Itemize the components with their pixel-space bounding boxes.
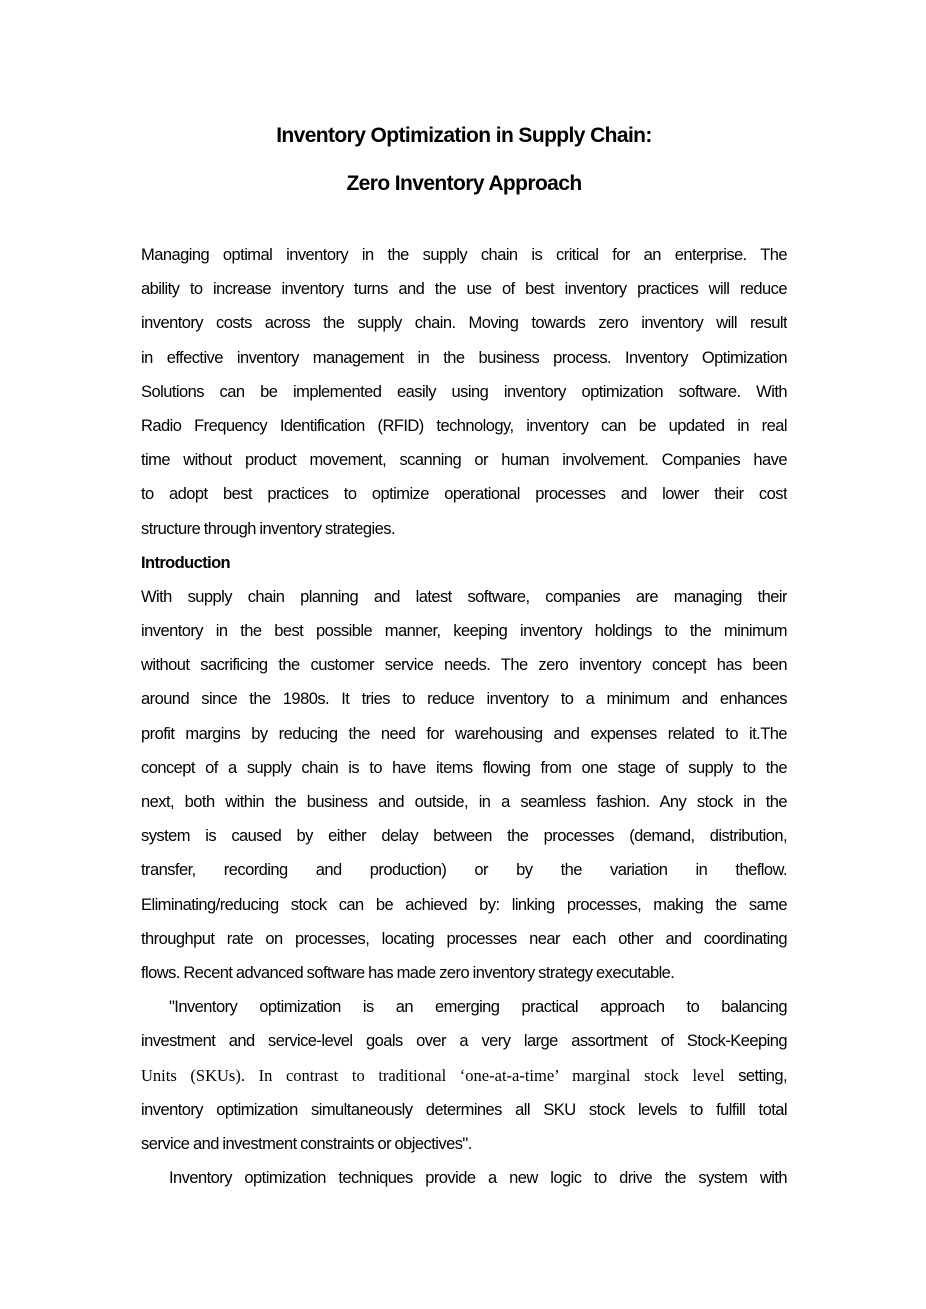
serif-text-run: Units (SKUs). In contrast to traditional ‘one-at-a-time’ marginal stock level bbox=[141, 1065, 725, 1085]
text-line: investment and service-level goals over a very large assortment of Stock-Keeping bbox=[141, 1032, 787, 1051]
text-line: without sacrificing the customer service needs. The zero inventory concept has been bbox=[141, 656, 787, 675]
document-title-line-1: Inventory Optimization in Supply Chain: bbox=[276, 124, 652, 147]
text-line: ability to increase inventory turns and the use of best inventory practices will reduce bbox=[141, 280, 787, 299]
text-line: With supply chain planning and latest software, companies are managing their bbox=[141, 587, 787, 606]
text-line: Eliminating/reducing stock can be achieved by: linking processes, making the same bbox=[141, 895, 787, 914]
abstract-paragraph bbox=[141, 242, 787, 550]
text-line: inventory costs across the supply chain. Moving towards zero inventory will result bbox=[141, 314, 787, 333]
text-line: "Inventory optimization is an emerging practical approach to balancing bbox=[169, 998, 787, 1017]
introduction-paragraph-1 bbox=[141, 584, 787, 994]
text-line-mixed bbox=[141, 1063, 787, 1097]
text-line: Radio Frequency Identification (RFID) technology, inventory can be updated in real bbox=[141, 416, 787, 435]
text-line: in effective inventory management in the business process. Inventory Optimization bbox=[141, 348, 787, 367]
text-line: Managing optimal inventory in the supply chain is critical for an enterprise. The bbox=[141, 246, 787, 264]
document-title-line-2: Zero Inventory Approach bbox=[346, 172, 582, 195]
introduction-paragraph-3 bbox=[141, 1165, 787, 1199]
text-line: transfer, recording and production) or by the variation in theflow. bbox=[141, 861, 787, 880]
text-line: next, both within the business and outside, in a seamless fashion. Any stock in the bbox=[141, 793, 787, 811]
text-line: flows. Recent advanced software has made zero inventory strategy executable. bbox=[141, 963, 675, 982]
text-line: throughput rate on processes, locating processes near each other and coordinating bbox=[141, 929, 787, 948]
text-line: system is caused by either delay between the processes (demand, distribution, bbox=[141, 827, 787, 846]
text-line: Inventory optimization techniques provide a new logic to drive the system with bbox=[169, 1169, 787, 1188]
sans-text-run: setting, bbox=[724, 1066, 787, 1085]
text-line: Solutions can be implemented easily using inventory optimization software. With bbox=[141, 382, 787, 401]
text-line: time without product movement, scanning or human involvement. Companies have bbox=[141, 451, 787, 470]
text-line: to adopt best practices to optimize operational processes and lower their cost bbox=[141, 485, 787, 504]
section-heading-introduction: Introduction bbox=[141, 553, 231, 572]
text-line: around since the 1980s. It tries to reduce inventory to a minimum and enhances bbox=[141, 690, 787, 709]
text-line: inventory optimization simultaneously determines all SKU stock levels to fulfill total bbox=[141, 1100, 787, 1119]
document-body bbox=[141, 242, 787, 1199]
text-line: service and investment constraints or objectives". bbox=[141, 1134, 472, 1153]
quote-paragraph bbox=[141, 994, 787, 1165]
text-line: inventory in the best possible manner, keeping inventory holdings to the minimum bbox=[141, 622, 787, 641]
text-line: structure through inventory strategies. bbox=[141, 519, 396, 538]
text-line: profit margins by reducing the need for warehousing and expenses related to it.The bbox=[141, 724, 787, 743]
text-line: concept of a supply chain is to have items flowing from one stage of supply to the bbox=[141, 758, 787, 777]
